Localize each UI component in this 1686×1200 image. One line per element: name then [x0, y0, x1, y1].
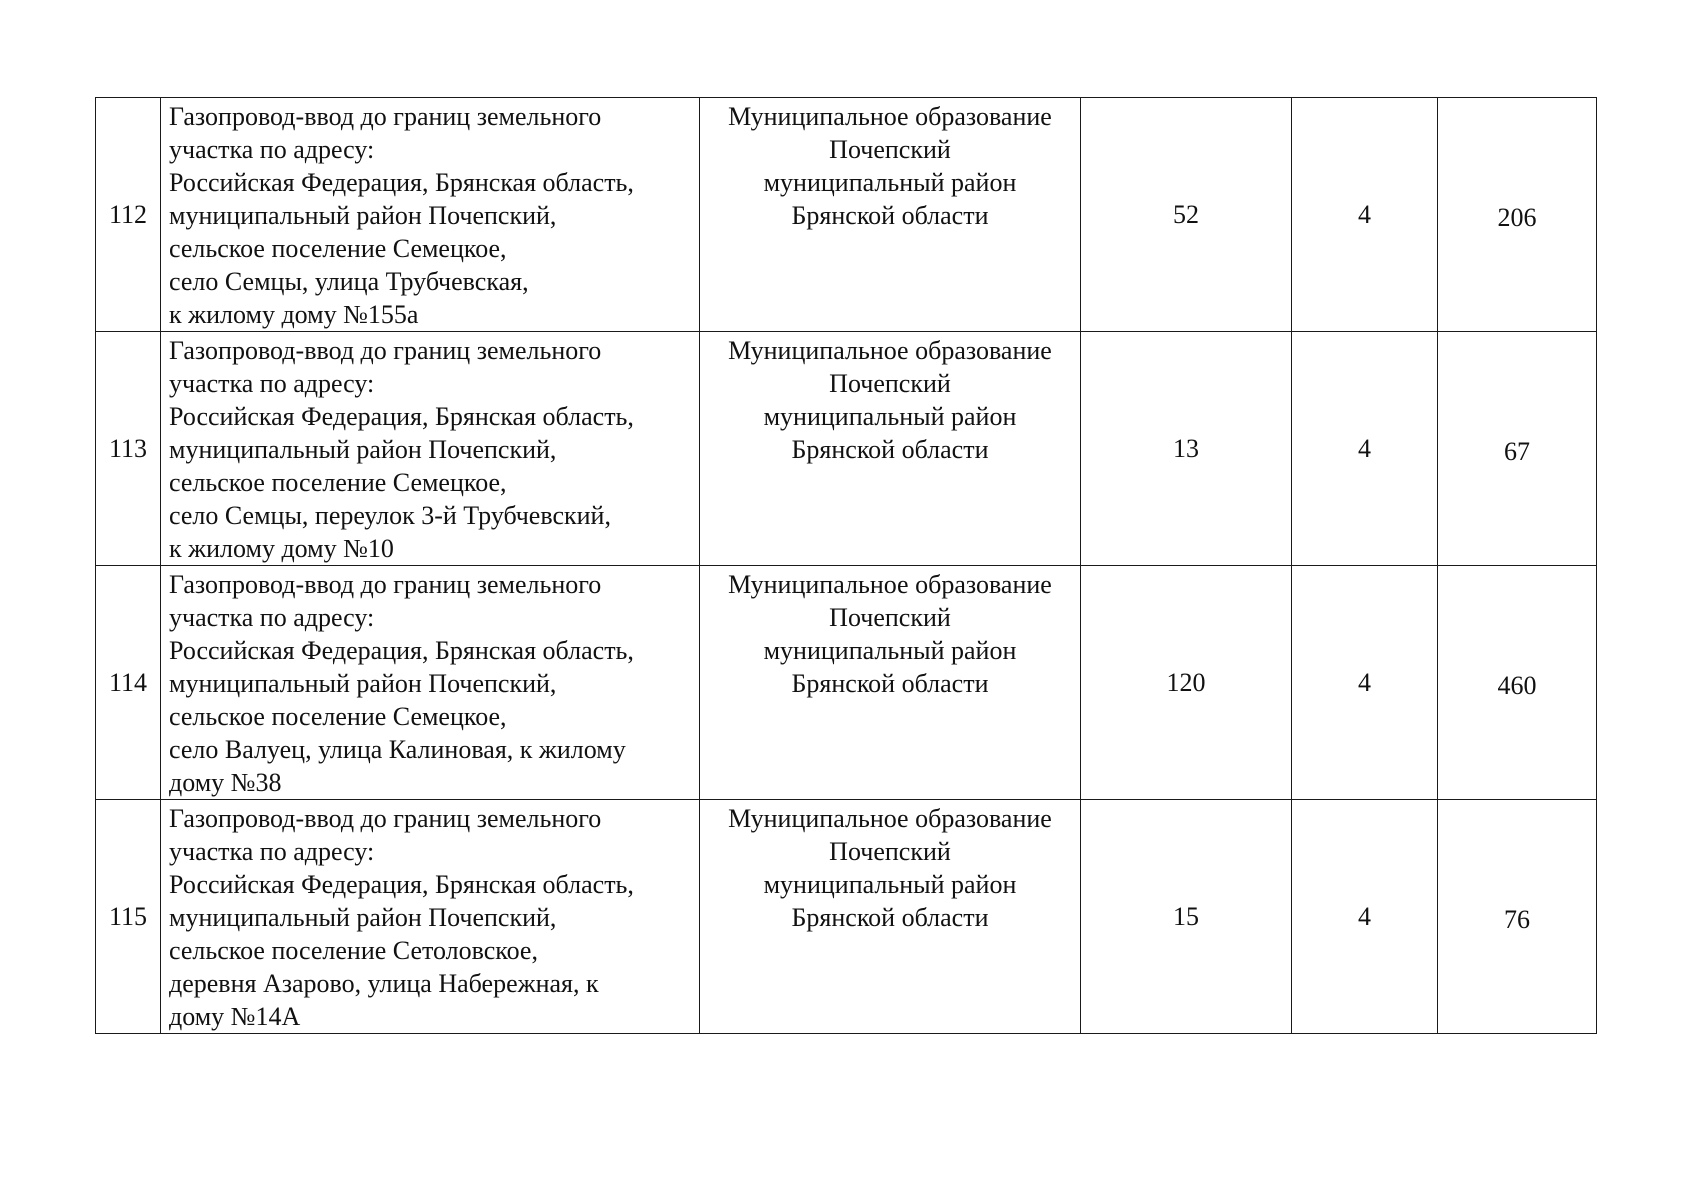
object-name-line: Российская Федерация, Брянская область, [169, 636, 634, 665]
gas-pipeline-table [95, 97, 1597, 1034]
object-name-line: участка по адресу: [169, 603, 375, 632]
object-name-cell [161, 332, 700, 566]
pipe-cell: 4 [1292, 566, 1438, 800]
owner-cell [700, 800, 1081, 1034]
owner-line: Брянской области [791, 435, 989, 464]
object-name-line: деревня Азарово, улица Набережная, к [169, 969, 599, 998]
length-cell: 52 [1081, 98, 1292, 332]
row-number: 112 [96, 98, 161, 332]
table-row [96, 98, 1597, 332]
owner-line: Почепский [829, 135, 951, 164]
owner-line: Почепский [829, 369, 951, 398]
object-name-line: Газопровод-ввод до границ земельного [169, 102, 602, 131]
object-name-line: муниципальный район Почепский, [169, 669, 557, 698]
object-name-line: муниципальный район Почепский, [169, 903, 557, 932]
owner-cell [700, 98, 1081, 332]
object-name-line: Российская Федерация, Брянская область, [169, 870, 634, 899]
total-cell: 460 [1438, 566, 1597, 800]
object-name-line: муниципальный район Почепский, [169, 435, 557, 464]
object-name-line: Газопровод-ввод до границ земельного [169, 336, 602, 365]
object-name-line: Российская Федерация, Брянская область, [169, 168, 634, 197]
length-cell: 13 [1081, 332, 1292, 566]
row-number: 115 [96, 800, 161, 1034]
row-number: 113 [96, 332, 161, 566]
owner-line: муниципальный район [763, 870, 1017, 899]
object-name-cell [161, 566, 700, 800]
object-name-line: сельское поселение Семецкое, [169, 468, 507, 497]
object-name-line: к жилому дому №155а [169, 300, 419, 329]
total-cell: 206 [1438, 98, 1597, 332]
owner-line: Муниципальное образование [728, 804, 1052, 833]
table-row [96, 332, 1597, 566]
owner-line: муниципальный район [763, 168, 1017, 197]
object-name-cell [161, 800, 700, 1034]
object-name-line: участка по адресу: [169, 837, 375, 866]
object-name-line: Газопровод-ввод до границ земельного [169, 804, 602, 833]
object-name-cell [161, 98, 700, 332]
object-name-line: дому №38 [169, 768, 282, 797]
table-row [96, 566, 1597, 800]
owner-cell [700, 332, 1081, 566]
object-name-line: село Валуец, улица Калиновая, к жилому [169, 735, 626, 764]
owner-line: муниципальный район [763, 402, 1017, 431]
pipe-cell: 4 [1292, 800, 1438, 1034]
object-name-line: сельское поселение Сетоловское, [169, 936, 538, 965]
object-name-line: сельское поселение Семецкое, [169, 234, 507, 263]
owner-line: Брянской области [791, 669, 989, 698]
total-cell: 76 [1438, 800, 1597, 1034]
row-number: 114 [96, 566, 161, 800]
total-cell: 67 [1438, 332, 1597, 566]
length-cell: 120 [1081, 566, 1292, 800]
object-name-line: село Семцы, улица Трубчевская, [169, 267, 529, 296]
owner-line: Муниципальное образование [728, 102, 1052, 131]
owner-line: Почепский [829, 837, 951, 866]
object-name-line: к жилому дому №10 [169, 534, 394, 563]
owner-line: Муниципальное образование [728, 570, 1052, 599]
object-name-line: село Семцы, переулок 3-й Трубчевский, [169, 501, 611, 530]
object-name-line: Российская Федерация, Брянская область, [169, 402, 634, 431]
object-name-line: участка по адресу: [169, 369, 375, 398]
object-name-line: Газопровод-ввод до границ земельного [169, 570, 602, 599]
pipe-cell: 4 [1292, 332, 1438, 566]
object-name-line: сельское поселение Семецкое, [169, 702, 507, 731]
owner-cell [700, 566, 1081, 800]
object-name-line: муниципальный район Почепский, [169, 201, 557, 230]
owner-line: Брянской области [791, 201, 989, 230]
owner-line: Брянской области [791, 903, 989, 932]
table-row [96, 800, 1597, 1034]
owner-line: Почепский [829, 603, 951, 632]
object-name-line: дому №14А [169, 1002, 301, 1031]
owner-line: муниципальный район [763, 636, 1017, 665]
pipe-cell: 4 [1292, 98, 1438, 332]
length-cell: 15 [1081, 800, 1292, 1034]
owner-line: Муниципальное образование [728, 336, 1052, 365]
object-name-line: участка по адресу: [169, 135, 375, 164]
